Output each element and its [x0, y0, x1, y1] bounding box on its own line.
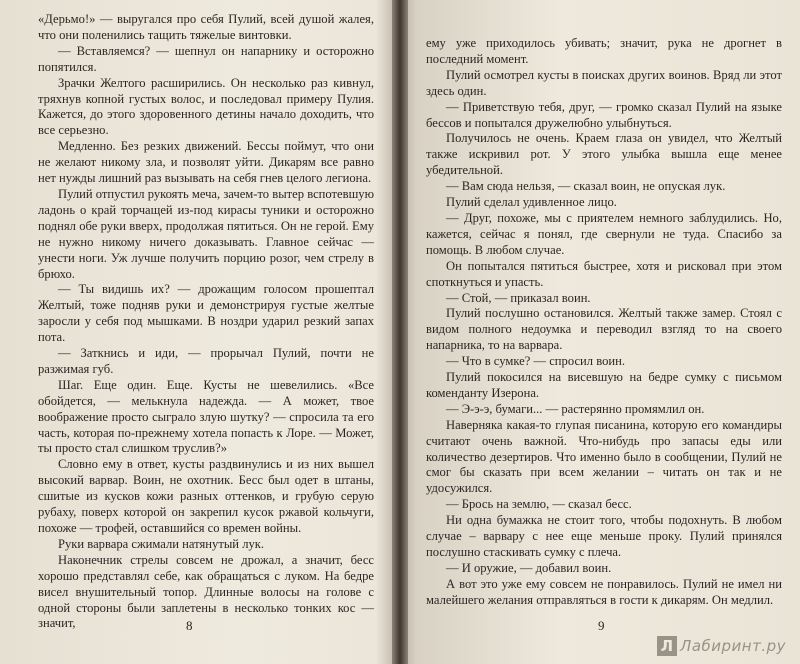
paragraph: ему уже приходилось убивать; значит, рука не дрогнет в последний момент.	[426, 36, 782, 66]
watermark	[657, 636, 786, 656]
paragraph: Пулий осмотрел кусты в поисках других воинов. Вряд ли этот здесь один.	[426, 67, 782, 98]
paragraph: Ни одна бумажка не стоит того, чтобы подохнуть. В любом случае – варвару с нее еще меньше проку. Пулий принялся послушно стаскивать сумку с плеча.	[426, 513, 782, 559]
paragraph: Получилось не очень. Краем глаза он увидел, что Желтый также искривил рот. У этого улыбка вышла еще менее убедительной.	[426, 131, 782, 178]
page-number-right: 9	[598, 618, 605, 633]
paragraph: Пулий покосился на висевшую на бедре сумку с письмом коменданту Изерона.	[426, 370, 782, 400]
paragraph: — Стой, — приказал воин.	[446, 290, 591, 305]
paragraph: Руки варвара сжимали натянутый лук.	[58, 536, 265, 551]
paragraph: — Вставляемся? — шепнул он напарнику и осторожно попятился.	[38, 43, 374, 74]
paragraph: Наверняка какая-то глупая писанина, которую его командиры считают очень важной. Что-нибудь про запасы еды или количество дезертиров. Что именно было в сообщении, Пулий не смог бы сказать при всем желании – читать он так и не удосужился.	[426, 417, 782, 496]
left-page	[0, 0, 392, 664]
paragraph: Пулий сделал удивленное лицо.	[446, 195, 617, 210]
watermark-text: Лабиринт.ру	[680, 637, 786, 655]
page-number-left: 8	[186, 618, 193, 633]
paragraph: Шаг. Еще один. Еще. Кусты не шевелились. «Все обойдется, — мелькнула надежда. — А может, твое воображение просто сыграло злую шутку? — спросила та его часть, которая по-прежнему хотела попасть к Лоре. — Может, ты просто стал слишком труслив?»	[38, 377, 374, 456]
paragraph: — Вам сюда нельзя, — сказал воин, не опуская лук.	[446, 179, 726, 194]
paragraph: А вот это уже ему совсем не понравилось. Пулий не имел ни малейшего желания отправляться в гости к дикарям. Он медлил.	[426, 576, 782, 607]
paragraph: — Что в сумке? — спросил воин.	[446, 354, 625, 369]
paragraph: Словно ему в ответ, кусты раздвинулись и из них вышел высокий варвар. Воин, не охотник. Бесс был одет в штаны, сшитые из кусков кожи разных оттенков, и грубую серую рубаху, поверх которой он закрепил кусок ржавой кольчуги, похоже — трофей, оставшийся со времен войны.	[38, 457, 374, 535]
book-gutter	[392, 0, 408, 664]
left-page-text	[38, 12, 374, 631]
paragraph: — Заткнись и иди, — прорычал Пулий, почти не разжимая губ.	[38, 346, 374, 376]
right-page-text	[426, 36, 782, 632]
paragraph: Пулий отпустил рукоять меча, зачем-то вытер вспотевшую ладонь о край торчащей из-под кирасы туники и осторожно поднял обе руки вверх, продолжая пятиться. Он не герой. Ему не нужно никому ничего доказывать. Главное сейчас — унести ноги. Уж лучше получить порцию розог, чем стрелу в брюхо.	[38, 186, 374, 281]
labirint-logo-icon: Л	[657, 636, 677, 656]
paragraph: «Дерьмо!» — выругался про себя Пулий, всей душой жалея, что они поленились тащить тяжелые винтовки.	[38, 12, 374, 42]
paragraph: Медленно. Без резких движений. Бессы поймут, что они не желают никому зла, и позволят уйти. Дикарям все равно нет нужды лишний раз вызывать на себя гнев целого легиона.	[38, 139, 374, 186]
right-page	[408, 0, 800, 664]
paragraph: Он попытался пятиться быстрее, хотя и рисковал при этом споткнуться и упасть.	[426, 258, 782, 289]
paragraph: Пулий послушно остановился. Желтый также замер. Стоял с видом полного недоумка и переводил взгляд то на своего напарника, то на варвара.	[426, 306, 782, 353]
paragraph: — Э-э-э, бумаги... — растерянно промямлил он.	[446, 401, 705, 416]
paragraph: — И оружие, — добавил воин.	[446, 560, 612, 575]
paragraph: — Брось на землю, — сказал бесс.	[446, 497, 632, 512]
paragraph: Наконечник стрелы совсем не дрожал, а значит, бесс хорошо представлял себе, как обращаться с луком. На бедре висел внушительный топор. Длинные волосы на голове с одной стороны были заплетены в несколько тонких кос — значит,	[38, 552, 374, 631]
paragraph: — Друг, похоже, мы с приятелем немного заблудились. Но, кажется, сейчас я понял, где свернули не туда. Спасибо за помощь. В любом случае.	[426, 210, 782, 257]
paragraph: — Ты видишь их? — дрожащим голосом прошептал Желтый, тоже подняв руки и демонстрируя густые желтые заросли у себя под мышками. В ноздри ударил резкий запах пота.	[38, 282, 374, 345]
paragraph: — Приветствую тебя, друг, — громко сказал Пулий на языке бессов и попытался дружелюбно улыбнуться.	[426, 99, 782, 130]
paragraph: Зрачки Желтого расширились. Он несколько раз кивнул, тряхнув копной густых волос, и последовал примеру Пулия. Кажется, до этого здоровенного детины начало доходить, что все серьезно.	[38, 75, 374, 138]
